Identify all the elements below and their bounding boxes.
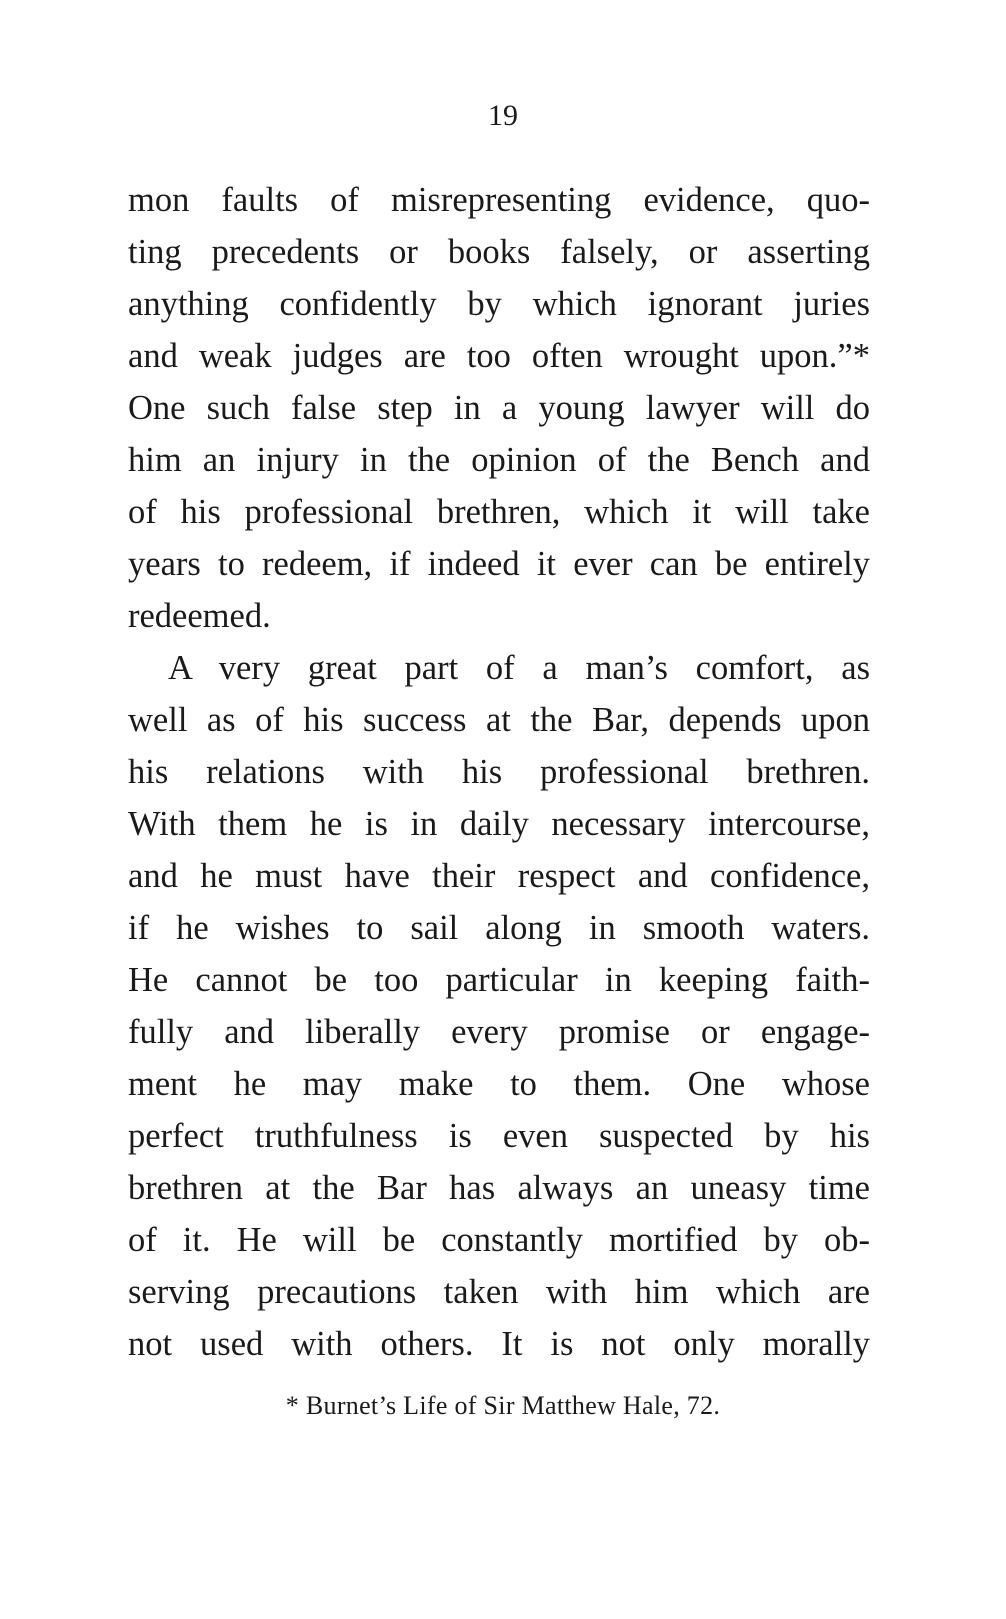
footnote: * Burnet’s Life of Sir Matthew Hale, 72. xyxy=(285,1391,721,1420)
text-line: He cannot be too particular in keeping faith- xyxy=(128,961,870,999)
body-text xyxy=(128,174,870,1370)
text-line: brethren at the Bar has always an uneasy time xyxy=(128,1169,870,1207)
text-line: mon faults of misrepresenting evidence, quo- xyxy=(128,181,870,219)
text-line: redeemed. xyxy=(128,597,271,635)
text-line: of his professional brethren, which it will take xyxy=(128,493,870,531)
text-line: fully and liberally every promise or engage- xyxy=(128,1013,870,1051)
text-line: well as of his success at the Bar, depends upon xyxy=(128,701,870,739)
text-line: serving precautions taken with him which are xyxy=(128,1273,870,1311)
text-line: not used with others. It is not only morally xyxy=(128,1325,870,1363)
paragraph xyxy=(128,174,870,642)
text-line: him an injury in the opinion of the Bench and xyxy=(128,441,870,479)
text-line: and he must have their respect and confidence, xyxy=(128,857,870,895)
text-line: if he wishes to sail along in smooth waters. xyxy=(128,909,870,947)
paragraph xyxy=(128,642,870,1370)
text-line: One such false step in a young lawyer will do xyxy=(128,389,870,427)
text-line: and weak judges are too often wrought upon.”* xyxy=(128,337,870,375)
text-line: ment he may make to them. One whose xyxy=(128,1065,870,1103)
text-line: his relations with his professional brethren. xyxy=(128,753,870,791)
text-line: anything confidently by which ignorant juries xyxy=(128,285,870,323)
text-line: A very great part of a man’s comfort, as xyxy=(168,649,870,687)
text-line: ting precedents or books falsely, or asserting xyxy=(128,233,870,271)
text-line: years to redeem, if indeed it ever can be entirely xyxy=(128,545,870,583)
text-line: With them he is in daily necessary intercourse, xyxy=(128,805,870,843)
text-line: perfect truthfulness is even suspected by his xyxy=(128,1117,870,1155)
page-number: 19 xyxy=(488,99,518,132)
text-line: of it. He will be constantly mortified by ob- xyxy=(128,1221,870,1259)
